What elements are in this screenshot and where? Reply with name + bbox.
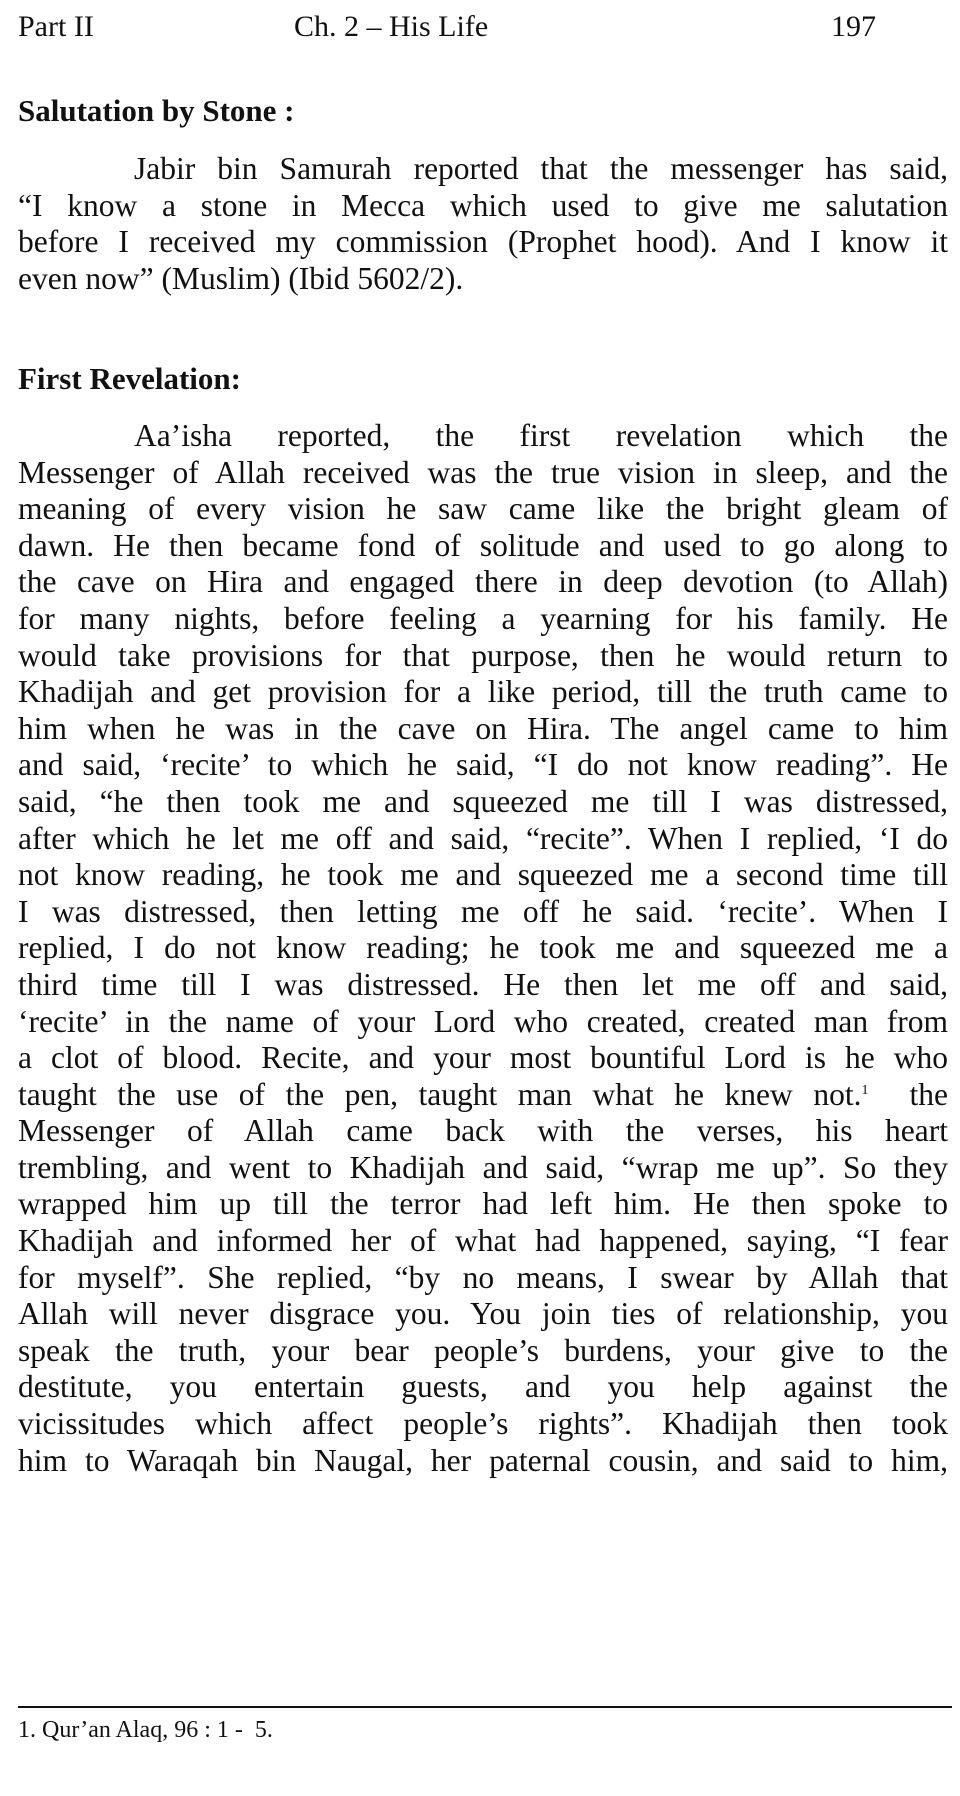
text-line: a clot of blood. Recite, and your most bountiful Lord is he who	[18, 1040, 948, 1076]
text-line: Aa’isha reported, the first revelation which the	[134, 418, 948, 453]
text-line: Messenger of Allah received was the true vision in sleep, and the	[18, 454, 948, 490]
text-line: for many nights, before feeling a yearning for his family. He	[18, 600, 948, 636]
part-label: Part II	[18, 10, 94, 43]
text-line: wrapped him up till the terror had left him. He then spoke to	[18, 1186, 948, 1222]
text-line: for myself”. She replied, “by no means, I swear by Allah that	[18, 1259, 948, 1295]
text-line: even now” (Muslim) (Ibid 5602/2).	[18, 260, 464, 296]
section-heading-salutation: Salutation by Stone :	[18, 93, 295, 128]
text-line: would take provisions for that purpose, then he would return to	[18, 637, 948, 673]
footnote-marker: 1	[861, 1082, 869, 1098]
text-fragment: the	[909, 1076, 949, 1112]
text-line: speak the truth, your bear people’s burdens, your give to the	[18, 1332, 948, 1368]
text-line: ‘recite’ in the name of your Lord who created, created man from	[18, 1003, 948, 1039]
text-line: Khadijah and get provision for a like period, till the truth came to	[18, 674, 948, 710]
chapter-title: Ch. 2 – His Life	[294, 10, 489, 43]
text-line: replied, I do not know reading; he took me and squeezed me a	[18, 930, 948, 966]
section-heading-first-revelation: First Revelation:	[18, 361, 241, 396]
text-line: the cave on Hira and engaged there in deep devotion (to Allah)	[18, 564, 948, 600]
text-line-with-footnote	[18, 1077, 948, 1114]
text-line: I was distressed, then letting me off he said. ‘recite’. When I	[18, 893, 948, 929]
text-line: Allah will never disgrace you. You join ties of relationship, you	[18, 1296, 948, 1332]
text-line: him when he was in the cave on Hira. The angel came to him	[18, 710, 948, 746]
footnote-divider	[18, 1706, 952, 1708]
footnote: 1. Qur’an Alaq, 96 : 1 - 5.	[18, 1717, 273, 1743]
text-line: not know reading, he took me and squeezed me a second time till	[18, 857, 948, 893]
text-line: Messenger of Allah came back with the verses, his heart	[18, 1113, 948, 1149]
text-line: third time till I was distressed. He then let me off and said,	[18, 966, 948, 1002]
text-line: him to Waraqah bin Naugal, her paternal cousin, and said to him,	[18, 1442, 948, 1478]
page-header	[18, 10, 888, 50]
paragraph-first-revelation	[18, 418, 948, 1479]
text-line: destitute, you entertain guests, and you help against the	[18, 1369, 948, 1405]
page-number: 197	[831, 10, 876, 43]
text-line: trembling, and went to Khadijah and said, “wrap me up”. So they	[18, 1149, 948, 1185]
text-line: Khadijah and informed her of what had happened, saying, “I fear	[18, 1223, 948, 1259]
text-line: dawn. He then became fond of solitude and used to go along to	[18, 527, 948, 563]
text-line: vicissitudes which affect people’s rights”. Khadijah then took	[18, 1406, 948, 1442]
text-line: meaning of every vision he saw came like the bright gleam of	[18, 491, 948, 527]
text-fragment: taught the use of the pen, taught man what he knew not.	[18, 1076, 862, 1112]
text-line: after which he let me off and said, “recite”. When I replied, ‘I do	[18, 820, 948, 856]
text-line: “I know a stone in Mecca which used to give me salutation	[18, 187, 948, 223]
paragraph-salutation	[18, 151, 948, 297]
text-line: said, “he then took me and squeezed me till I was distressed,	[18, 783, 948, 819]
text-line: Jabir bin Samurah reported that the messenger has said,	[134, 151, 948, 186]
text-line: and said, ‘recite’ to which he said, “I do not know reading”. He	[18, 747, 948, 783]
text-line: before I received my commission (Prophet hood). And I know it	[18, 224, 948, 260]
